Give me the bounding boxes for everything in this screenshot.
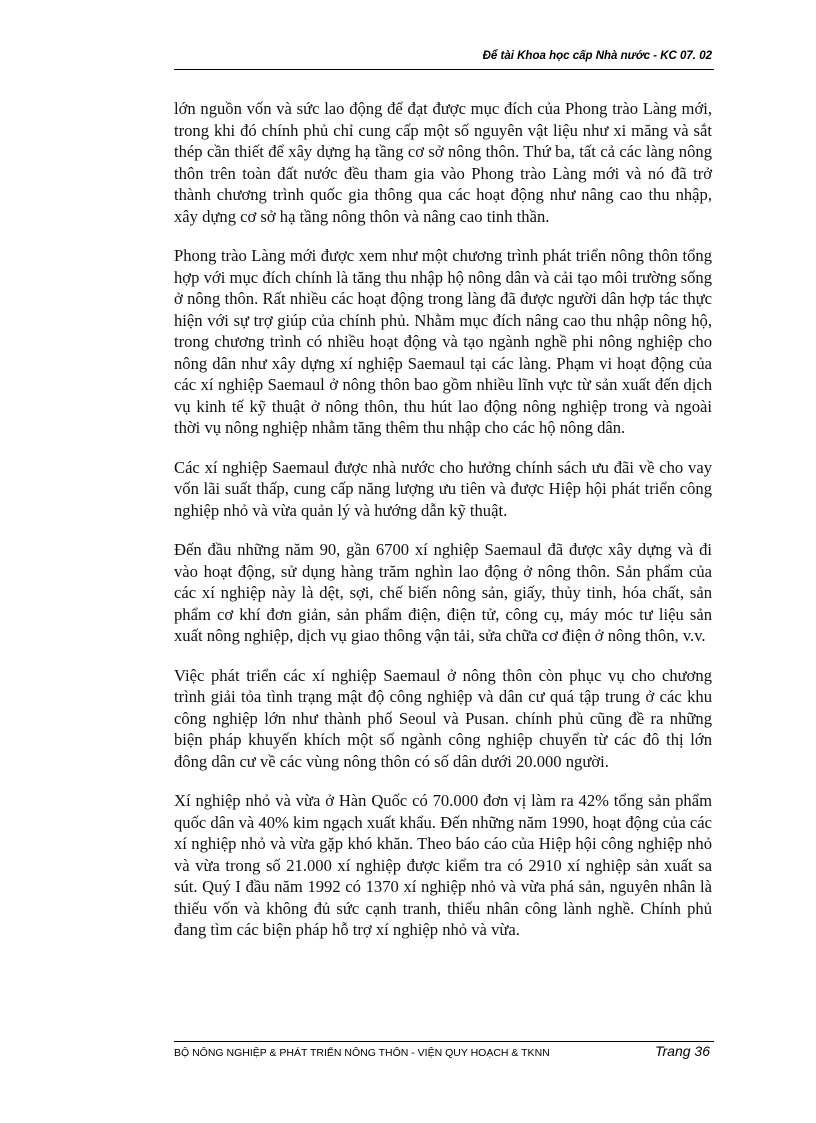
body-text — [174, 98, 712, 959]
paragraph: Việc phát triển các xí nghiệp Saemaul ở nông thôn còn phục vụ cho chương trình giải tỏa tình trạng mật độ công nghiệp và dân cư quá tập trung ở các khu công nghiệp lớn như thành phố Seoul và Pusan. chính phủ cũng đề ra những biện pháp khuyến khích một số ngành công nghiệp chuyển từ các đô thị lớn đông dân cư về các vùng nông thôn có số dân dưới 20.000 người. — [174, 665, 712, 771]
page-number: Trang 36 — [655, 1043, 710, 1059]
header-divider — [174, 69, 714, 70]
paragraph: lớn nguồn vốn và sức lao động để đạt được mục đích của Phong trào Làng mới, trong khi đó chính phủ chỉ cung cấp một số nguyên vật liệu như xi măng và sắt thép cần thiết để xây dựng hạ tầng cơ sở nông thôn. Thứ ba, tất cả các làng nông thôn trên toàn đất nước đều tham gia vào Phong trào Làng mới và nó đã trở thành chương trình quốc gia thông qua các hoạt động như nâng cao thu nhập, xây dựng cơ sở hạ tầng nông thôn và nâng cao tinh thần. — [174, 99, 712, 226]
paragraph: Đến đầu những năm 90, gần 6700 xí nghiệp Saemaul đã được xây dựng và đi vào hoạt động, sử dụng hàng trăm nghìn lao động ở nông thôn. Sản phẩm của các xí nghiệp này là dệt, sợi, chế biến nông sản, giấy, thủy tinh, hóa chất, sản phẩm cơ khí đơn giản, sản phẩm điện, điện tử, công cụ, máy móc tư liệu sản xuất nông nghiệp, dịch vụ giao thông vận tải, sửa chữa cơ điện ở nông thôn, v.v. — [174, 540, 712, 645]
paragraph: Phong trào Làng mới được xem như một chương trình phát triển nông thôn tổng hợp với mục đích chính là tăng thu nhập hộ nông dân và cải tạo môi trường sống ở nông thôn. Rất nhiều các hoạt động trong làng đã được người dân hợp tác thực hiện với sự trợ giúp của chính phủ. Nhằm mục đích nâng cao thu nhập nông hộ, trong chương trình có nhiều hoạt động và tạo ngành nghề phi nông nghiệp cho nông dân như xây dựng xí nghiệp Saemaul tại các làng. Phạm vi hoạt động của các xí nghiệp Saemaul ở nông thôn bao gồm nhiều lĩnh vực từ sản xuất đến dịch vụ kinh tế kỹ thuật ở nông thôn, thu hút lao động nông nghiệp trong và ngoài thời vụ nông nghiệp nhằm tăng thêm thu nhập cho các hộ nông dân. — [174, 246, 712, 437]
footer-organization: BỘ NÔNG NGHIỆP & PHÁT TRIỂN NÔNG THÔN - VIỆN QUY HOẠCH & TKNN — [174, 1047, 550, 1059]
header-title: Để tài Khoa học cấp Nhà nước - KC 07. 02 — [482, 50, 712, 62]
footer-divider — [174, 1041, 714, 1042]
paragraph: Xí nghiệp nhỏ và vừa ở Hàn Quốc có 70.000 đơn vị làm ra 42% tổng sản phẩm quốc dân và 40% kim ngạch xuất khẩu. Đến những năm 1990, hoạt động của các xí nghiệp nhỏ và vừa gặp khó khăn. Theo báo cáo của Hiệp hội công nghiệp nhỏ và vừa trong số 21.000 xí nghiệp được kiểm tra có 2910 xí nghiệp sản xuất sa sút. Quý I đầu năm 1992 có 1370 xí nghiệp nhỏ và vừa phá sản, nguyên nhân là thiếu vốn và không đủ sức cạnh tranh, thiếu nhân công lành nghề. Chính phủ đang tìm các biện pháp hỗ trợ xí nghiệp nhỏ và vừa. — [174, 791, 712, 939]
paragraph: Các xí nghiệp Saemaul được nhà nước cho hưởng chính sách ưu đãi về cho vay vốn lãi suất thấp, cung cấp năng lượng ưu tiên và được Hiệp hội phát triển công nghiệp nhỏ và vừa quản lý và hướng dẫn kỹ thuật. — [174, 457, 712, 520]
